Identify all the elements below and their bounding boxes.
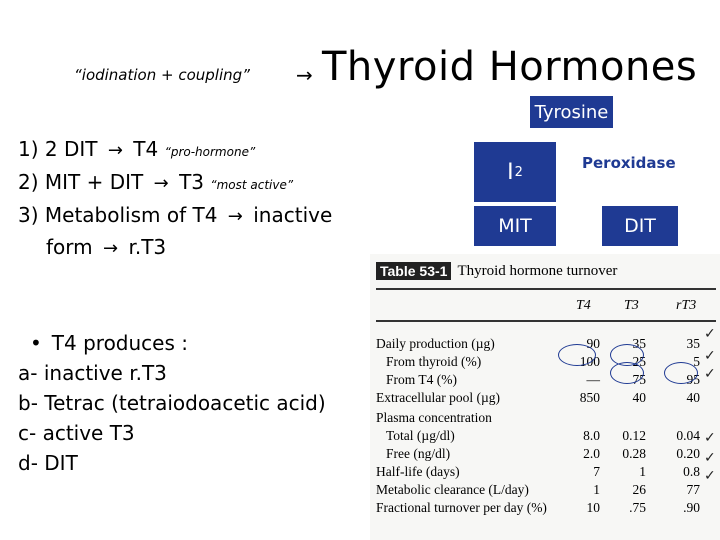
check-icon: ✓ bbox=[704, 468, 716, 484]
list-item-note: “pro-hormone” bbox=[164, 145, 256, 159]
arrow-right-icon: → bbox=[153, 173, 169, 194]
list-item-text: 1) 2 DIT bbox=[18, 137, 98, 161]
list-item bbox=[18, 134, 332, 167]
table-cell-rt3: 0.20 bbox=[676, 446, 700, 461]
table-cell-t3: 25 bbox=[632, 354, 646, 369]
table-row-label: From thyroid (%) bbox=[386, 354, 482, 369]
table-row bbox=[376, 464, 720, 482]
table-cell-rt3: 40 bbox=[686, 390, 700, 405]
table-rule bbox=[376, 320, 716, 322]
table-cell-t4: 2.0 bbox=[583, 446, 600, 461]
table-cell-t3: 26 bbox=[632, 482, 646, 497]
table-rule bbox=[376, 288, 716, 290]
circle-annotation bbox=[664, 362, 698, 384]
table-caption bbox=[376, 258, 720, 284]
table-cell-rt3: 95 bbox=[686, 372, 700, 387]
column-header-t4: T4 bbox=[576, 298, 591, 313]
table-row-label: Fractional turnover per day (%) bbox=[376, 500, 547, 515]
list-item: c- active T3 bbox=[18, 421, 135, 445]
table-row bbox=[376, 482, 720, 500]
list-item-text: inactive bbox=[253, 203, 333, 227]
column-header-rt3: rT3 bbox=[676, 298, 697, 313]
page-title: Thyroid Hormones bbox=[322, 44, 698, 90]
table-cell-t3: 75 bbox=[632, 372, 646, 387]
table-row bbox=[376, 428, 720, 446]
table-cell-rt3: .90 bbox=[683, 500, 700, 515]
list-item-text: T4 bbox=[133, 137, 159, 161]
peroxidase-label: Peroxidase bbox=[582, 154, 676, 172]
table-row-label: Extracellular pool (µg) bbox=[376, 390, 500, 405]
table-cell-rt3: 77 bbox=[686, 482, 700, 497]
list-item bbox=[18, 167, 332, 200]
table-row-label: Daily production (µg) bbox=[376, 336, 495, 351]
list-item: b- Tetrac (tetraiodoacetic acid) bbox=[18, 391, 326, 415]
table-cell-rt3: 5 bbox=[693, 354, 700, 369]
list-item-text: form bbox=[46, 235, 93, 259]
arrow-right-icon: → bbox=[227, 206, 243, 227]
check-icon: ✓ bbox=[704, 430, 716, 446]
table-row-label: Plasma concentration bbox=[376, 410, 492, 425]
table-cell-t3: 40 bbox=[632, 390, 646, 405]
table-cell-t4: 850 bbox=[579, 390, 600, 405]
table-row-label: Metabolic clearance (L/day) bbox=[376, 482, 529, 497]
table-cell-t4: 90 bbox=[586, 336, 600, 351]
title-arrow-icon: → bbox=[296, 63, 313, 87]
table-cell-t4: 1 bbox=[593, 482, 600, 497]
table-cell-rt3: 0.8 bbox=[683, 464, 700, 479]
products-list bbox=[18, 328, 326, 478]
table-row-label: Total (µg/dl) bbox=[386, 428, 455, 443]
bullet-text: T4 produces : bbox=[51, 331, 188, 355]
list-item: a- inactive r.T3 bbox=[18, 361, 167, 385]
tyrosine-box: Tyrosine bbox=[530, 96, 613, 128]
table-cell-rt3: 35 bbox=[686, 336, 700, 351]
table-row bbox=[376, 410, 720, 428]
dit-box: DIT bbox=[602, 206, 678, 246]
list-item-text: r.T3 bbox=[128, 235, 167, 259]
synthesis-list bbox=[18, 134, 332, 264]
table-cell-t4: 100 bbox=[579, 354, 600, 369]
column-header-t3: T3 bbox=[624, 298, 639, 313]
check-icon: ✓ bbox=[704, 326, 716, 342]
table-row-label: Half-life (days) bbox=[376, 464, 460, 479]
circle-annotation bbox=[558, 344, 596, 366]
table-cell-t3: 0.12 bbox=[622, 428, 646, 443]
table-row bbox=[376, 446, 720, 464]
list-item-note: “most active” bbox=[210, 178, 294, 192]
check-icon: ✓ bbox=[704, 450, 716, 466]
iodine-label: I bbox=[507, 159, 514, 185]
table-cell-t3: 0.28 bbox=[622, 446, 646, 461]
title-row bbox=[0, 44, 720, 104]
table-cell-t3: 1 bbox=[639, 464, 646, 479]
table-number: Table 53-1 bbox=[376, 262, 451, 280]
table-cell-t4: — bbox=[586, 372, 600, 387]
list-item-text: 2) MIT + DIT bbox=[18, 170, 144, 194]
table-cell-t4: 10 bbox=[586, 500, 600, 515]
list-item: d- DIT bbox=[18, 451, 78, 475]
iodine-subscript: 2 bbox=[514, 164, 523, 180]
list-item-text: 3) Metabolism of T4 bbox=[18, 203, 218, 227]
table-cell-t4: 7 bbox=[593, 464, 600, 479]
table-cell-t3: 35 bbox=[632, 336, 646, 351]
mit-box: MIT bbox=[474, 206, 556, 246]
title-note: “iodination + coupling” bbox=[74, 66, 250, 84]
circle-annotation bbox=[610, 362, 644, 384]
bullet-icon: • bbox=[30, 331, 42, 355]
table-row bbox=[376, 336, 720, 354]
table-row bbox=[376, 390, 720, 408]
turnover-table bbox=[370, 254, 720, 540]
table-cell-rt3: 0.04 bbox=[676, 428, 700, 443]
table-row-label: From T4 (%) bbox=[386, 372, 457, 387]
table-row-label: Free (ng/dl) bbox=[386, 446, 451, 461]
check-icon: ✓ bbox=[704, 366, 716, 382]
arrow-right-icon: → bbox=[107, 140, 123, 161]
list-item-text: T3 bbox=[179, 170, 205, 194]
check-icon: ✓ bbox=[704, 348, 716, 364]
iodine-box bbox=[474, 142, 556, 202]
list-item bbox=[18, 200, 332, 232]
table-row bbox=[376, 500, 720, 518]
table-cell-t3: .75 bbox=[629, 500, 646, 515]
table-title: Thyroid hormone turnover bbox=[457, 262, 618, 279]
table-cell-t4: 8.0 bbox=[583, 428, 600, 443]
arrow-right-icon: → bbox=[103, 238, 119, 259]
list-item-continued bbox=[18, 232, 332, 264]
bullet-heading bbox=[18, 328, 326, 358]
